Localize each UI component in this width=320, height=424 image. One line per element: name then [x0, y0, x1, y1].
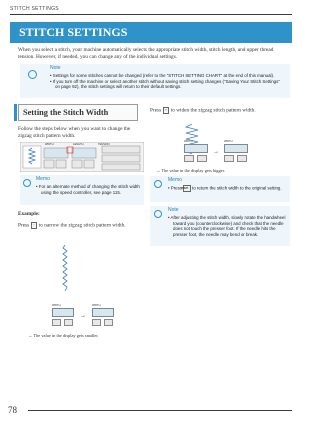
page-number: 78 [8, 405, 17, 415]
right-panel-after-label: WIDTH [224, 140, 233, 143]
panel-arrow-left: → [80, 313, 86, 319]
memo-icon [23, 179, 31, 187]
right-panel-before-plus [197, 155, 207, 162]
right-panel-after-lcd [224, 144, 248, 153]
result-bigger: → The value in the display gets bigger. [156, 168, 225, 173]
result-smaller: → The value in the display gets smaller. [28, 333, 99, 338]
control-panel-figure [20, 142, 144, 172]
memo-tag: Memo [36, 176, 50, 182]
small-panel-after-minus [92, 319, 101, 326]
small-panel-after-label: WIDTH [92, 304, 101, 307]
memo-right-text: • Press reset to return the stitch width to the original setting. [168, 185, 282, 191]
example-label: Example: [18, 211, 40, 217]
note-right-tag: Note [168, 207, 179, 213]
memo-text: • For an alternate method of changing the stitch width using the speed controller, see page 115. [36, 184, 140, 195]
result-smaller-text: The value in the display gets smaller. [33, 333, 99, 338]
memo-box-right [150, 176, 290, 202]
memo-box-left [20, 175, 144, 205]
right-panel-before-label: WIDTH [184, 140, 193, 143]
section-paragraph: Follow the steps below when you want to change the zigzag stitch pattern width. [18, 126, 131, 139]
panel-width-label: WIDTH [45, 143, 54, 146]
header-rule [10, 14, 292, 15]
narrow-press-text: Press [18, 222, 30, 229]
small-panel-before-lcd [52, 308, 74, 317]
widen-instruction [150, 107, 290, 115]
narrow-instruction-text: to narrow the zigzag stitch pattern width. [38, 222, 126, 229]
note-item: • If you turn off the machine or select another stitch without saving stitch setting changes ("Saving Your Stitch Settings" on page 92), the stitch settings will return to their default settings. [50, 78, 280, 90]
running-header: STITCH SETTINGS [10, 6, 59, 12]
section-heading: Setting the Stitch Width [18, 104, 138, 121]
reset-button: reset [183, 185, 191, 192]
section-heading-accent [14, 104, 17, 121]
panel-arrow-right: → [213, 149, 219, 155]
control-panel-figure-svg [20, 142, 144, 172]
right-panel-after-plus [237, 155, 247, 162]
narrow-button: − [31, 222, 38, 229]
panel-tension-label: TENSION [98, 143, 110, 146]
panel-length-label: LENGTH [73, 143, 84, 146]
right-panel-after [224, 140, 248, 164]
right-panel-before [184, 140, 208, 164]
note-right-body: After adjusting the stitch width, slowly rotate the handwheel toward you (counterclockwise) and check that the needle does not touch the presser foot. If the needle hits the presser foot, the needle may bend or break. [170, 215, 286, 237]
note-box-right [150, 206, 290, 246]
note-item: • Settings for some stitches cannot be changed (refer to the "STITCH SETTING CHART" at the end of this manual). [50, 73, 275, 78]
widen-button: + [163, 107, 170, 114]
small-panel-before-minus [52, 319, 61, 326]
right-panel-before-lcd [184, 144, 208, 153]
small-panel-before-label: WIDTH [52, 304, 61, 307]
note-right-text: • After adjusting the stitch width, slowly rotate the handwheel toward you (counterclockwise) and check that the needle does not touch the presser foot. If the needle hits the presser foot, the needle may bend or break. [168, 215, 286, 237]
note-right-icon [154, 210, 162, 218]
page-title: STITCH SETTINGS [10, 22, 292, 43]
small-panel-after [92, 304, 114, 328]
right-panel-before-minus [184, 155, 194, 162]
note-tag: Note [50, 65, 61, 71]
note-item-text: Settings for some stitches cannot be changed (refer to the "STITCH SETTING CHART" at the end of this manual). [52, 73, 275, 78]
result-bigger-text: The value in the display gets bigger. [161, 168, 225, 173]
intro-paragraph: When you select a stitch, your machine automatically selects the appropriate stitch width, stitch length, and upper thread tension. However, if needed, you can change any of the individual settings. [18, 47, 274, 60]
narrow-zigzag-icon [60, 245, 70, 291]
memo-right-icon [154, 180, 162, 188]
widen-instruction-text: to widen the zigzag stitch pattern width. [170, 107, 256, 114]
note-icon [28, 70, 37, 79]
widen-press-text: Press [150, 107, 162, 114]
small-panel-before [52, 304, 74, 328]
narrow-instruction [18, 222, 142, 230]
small-panel-after-plus [104, 319, 113, 326]
small-panel-after-lcd [92, 308, 114, 317]
note-box-top [20, 64, 290, 98]
memo-right-post: to return the stitch width to the original setting. [192, 185, 282, 191]
narrow-stitch-sample [60, 245, 70, 296]
right-panel-after-minus [224, 155, 234, 162]
footer-rule [28, 410, 292, 411]
note-item-text: If you turn off the machine or select another stitch without saving stitch setting changes ("Saving Your Stitch Settings" on page 92), the stitch settings will return to their default settings. [52, 78, 280, 90]
memo-text-body: For an alternate method of changing the stitch width using the speed controller, see page 115. [38, 184, 140, 195]
memo-right-tag: Memo [168, 177, 182, 183]
small-panel-before-plus [64, 319, 73, 326]
memo-right-pre: Press [170, 185, 182, 191]
